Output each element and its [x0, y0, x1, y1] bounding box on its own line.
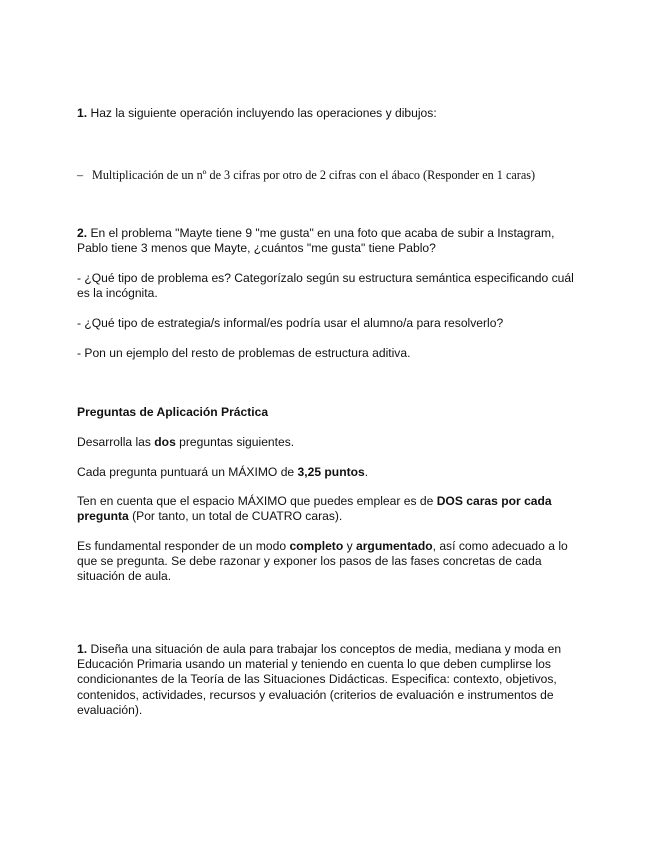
- instruction-text: preguntas siguientes.: [175, 435, 295, 449]
- instruction-3: [77, 494, 587, 524]
- question-number: 1.: [77, 642, 88, 656]
- question-text: Haz la siguiente operación incluyendo las operaciones y dibujos:: [87, 106, 437, 120]
- instruction-4: [77, 539, 587, 585]
- instruction-text: , así como adecuado a lo que se pregunta. Se debe razonar y exponer los pasos de las fases concretas de cada situación de aula.: [77, 539, 568, 584]
- abacus-bullet: [77, 168, 597, 183]
- heading-text: Preguntas de Aplicación Práctica: [77, 405, 269, 419]
- question-2-item-1: - ¿Qué tipo de problema es? Categorízalo según su estructura semántica especificando cuál es la incógnita.: [77, 271, 574, 301]
- instruction-bold: DOS caras por cada pregunta: [77, 494, 552, 524]
- question-text: En el problema "Mayte tiene 9 "me gusta" en una foto que acaba de subir a Instagram, Pablo tiene 3 menos que Mayte, ¿cuántos "me gusta" tiene Pablo?: [77, 226, 555, 256]
- instruction-bold: dos: [154, 435, 176, 449]
- bullet-dash: –: [77, 168, 84, 182]
- instruction-bold: 3,25 puntos: [297, 465, 365, 479]
- instruction-text: Desarrolla las: [77, 435, 155, 449]
- question-number: 1.: [77, 106, 88, 120]
- instruction-text: Cada pregunta puntuará un MÁXIMO de: [77, 465, 298, 479]
- question-1-operation: [77, 106, 587, 121]
- instruction-text: Es fundamental responder de un modo: [77, 539, 290, 553]
- section-heading: [77, 405, 587, 420]
- bullet-text: Multiplicación de un nº de 3 cifras por otro de 2 cifras con el ábaco (Responder en 1 caras): [92, 168, 536, 182]
- instruction-text: y: [343, 539, 356, 553]
- instruction-bold: completo: [289, 539, 344, 553]
- instruction-text: (Por tanto, un total de CUATRO caras).: [128, 509, 343, 524]
- instruction-text: .: [364, 465, 369, 479]
- question-2-item-2: - ¿Qué tipo de estrategia/s informal/es podría usar el alumno/a para resolverlo?: [77, 316, 504, 330]
- practical-question-1: [77, 642, 587, 718]
- question-2-item-3: - Pon un ejemplo del resto de problemas de estructura aditiva.: [77, 346, 411, 360]
- instruction-2: [77, 465, 587, 480]
- question-2-problem: [77, 226, 587, 256]
- instruction-1: [77, 435, 587, 450]
- instruction-text: Ten en cuenta que el espacio MÁXIMO que puedes emplear es de: [77, 494, 437, 508]
- instruction-bold: argumentado: [356, 539, 433, 553]
- question-text: Diseña una situación de aula para trabajar los conceptos de media, mediana y moda en Educación Primaria usando un material y teniendo en cuenta lo que deben cumplirse los condicionantes de la Teoría de las Situaciones Didácticas. Especifica: contexto, objetivos, contenidos, actividades, recursos y evaluación (criterios de evaluación e instrumentos de evaluación).: [77, 642, 562, 717]
- question-number: 2.: [77, 226, 88, 240]
